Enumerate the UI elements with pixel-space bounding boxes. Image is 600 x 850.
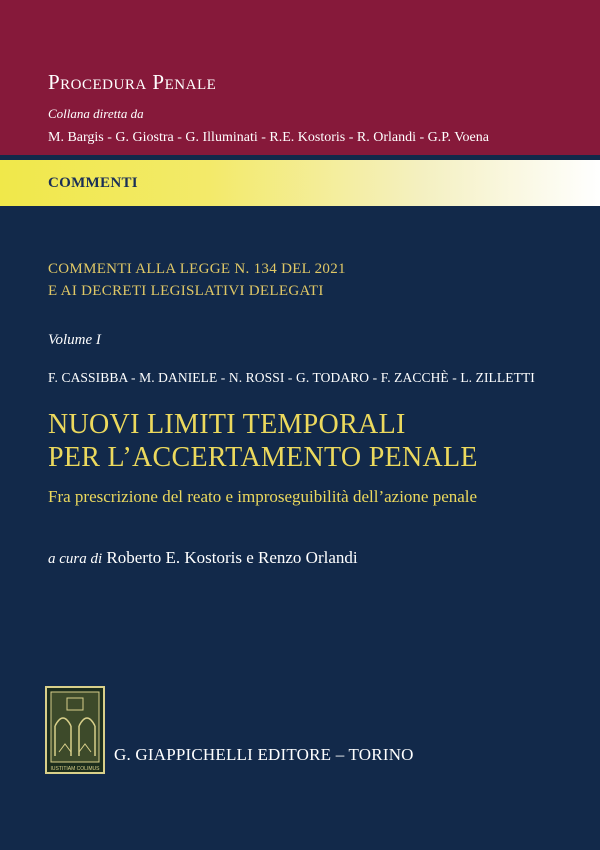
commenti-label: COMMENTI: [48, 175, 138, 191]
publisher-logo-motto: IUSTITIAM COLIMUS: [50, 766, 100, 772]
collection-title: [48, 258, 346, 302]
volume-label: Volume I: [48, 332, 101, 348]
publisher-name: G. GIAPPICHELLI EDITORE – TORINO: [114, 745, 414, 764]
collection-title-line-2: E AI DECRETI LEGISLATIVI DELEGATI: [48, 283, 324, 299]
book-title-line-2: PER L’ACCERTAMENTO PENALE: [48, 442, 478, 473]
series-editors: M. Bargis - G. Giostra - G. Illuminati - R.E. Kostoris - R. Orlandi - G.P. Voena: [48, 130, 489, 145]
edited-by-names: Roberto E. Kostoris e Renzo Orlandi: [106, 548, 358, 567]
edited-by: [48, 548, 358, 568]
publisher-logo-icon: [45, 686, 105, 774]
book-subtitle: Fra prescrizione del reato e improseguibilità dell’azione penale: [48, 487, 478, 506]
book-title: [48, 408, 478, 474]
edited-by-prefix: a cura di: [48, 551, 103, 567]
authors-list: F. CASSIBBA - M. DANIELE - N. ROSSI - G. TODARO - F. ZACCHÈ - L. ZILLETTI: [48, 370, 535, 385]
book-title-line-1: NUOVI LIMITI TEMPORALI: [48, 409, 406, 440]
series-subtitle: Collana diretta da: [48, 106, 144, 121]
collection-title-line-1: COMMENTI ALLA LEGGE N. 134 DEL 2021: [48, 261, 346, 277]
series-title: Procedura Penale: [48, 70, 217, 94]
